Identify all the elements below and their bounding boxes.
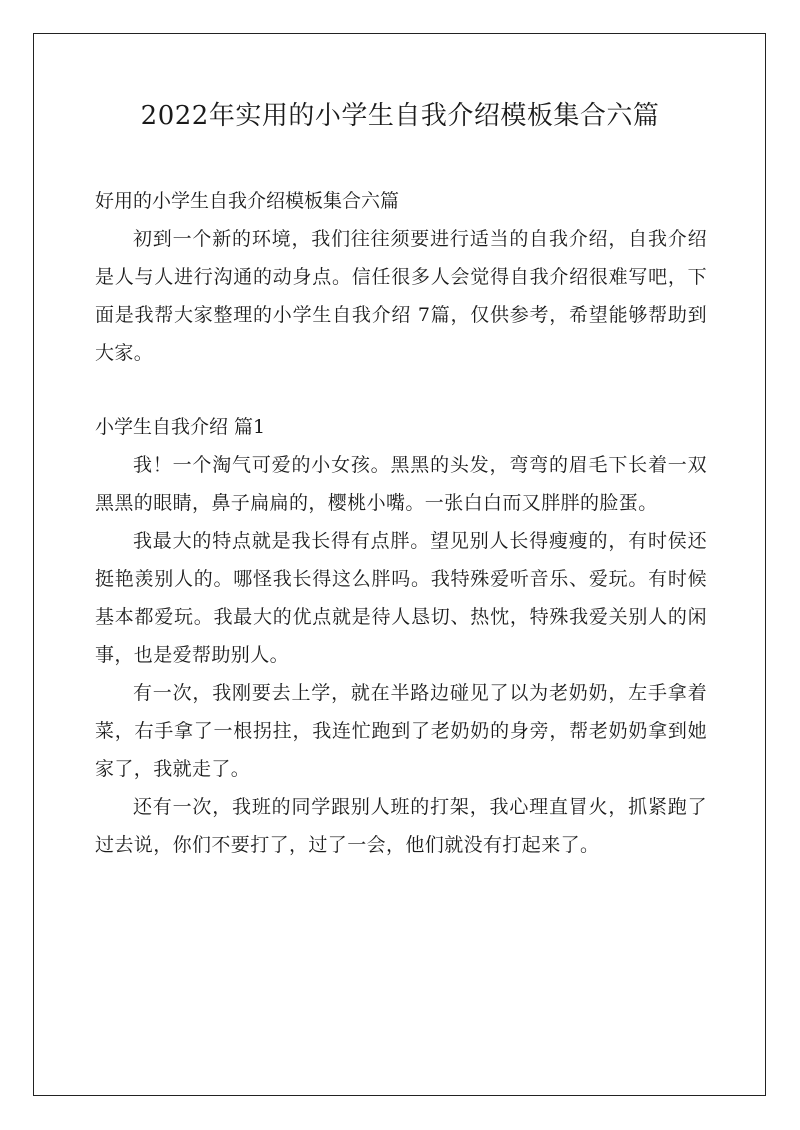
document-body xyxy=(95,182,707,864)
body-paragraph-4: 还有一次，我班的同学跟别人班的打架，我心理直冒火，抓紧跑了过去说，你们不要打了，过了一会，他们就没有打起来了。 xyxy=(95,796,707,856)
section-heading: 小学生自我介绍 篇1 xyxy=(95,416,266,438)
document-title: 2022年实用的小学生自我介绍模板集合六篇 xyxy=(140,101,660,131)
section-spacer xyxy=(95,372,707,408)
body-paragraph-1: 我！一个淘气可爱的小女孩。黑黑的头发，弯弯的眉毛下长着一双黑黑的眼睛，鼻子扁扁的，樱桃小嘴。一张白白而又胖胖的脸蛋。 xyxy=(95,454,707,514)
intro-paragraph: 初到一个新的环境，我们往往须要进行适当的自我介绍，自我介绍是人与人进行沟通的动身点。信任很多人会觉得自我介绍很难写吧，下面是我帮大家整理的小学生自我介绍 7篇，仅供参考，希望能够帮助到大家。 xyxy=(95,228,707,364)
body-paragraph-2: 我最大的特点就是我长得有点胖。望见别人长得瘦瘦的，有时侯还挺艳羡别人的。哪怪我长得这么胖吗。我特殊爱听音乐、爱玩。有时候基本都爱玩。我最大的优点就是待人恳切、热忱，特殊我爱关别人的闲事，也是爱帮助别人。 xyxy=(95,530,707,666)
document-subtitle: 好用的小学生自我介绍模板集合六篇 xyxy=(95,190,400,212)
body-paragraph-3: 有一次，我刚要去上学，就在半路边碰见了以为老奶奶，左手拿着菜，右手拿了一根拐拄，我连忙跑到了老奶奶的身旁，帮老奶奶拿到她家了，我就走了。 xyxy=(95,682,707,780)
